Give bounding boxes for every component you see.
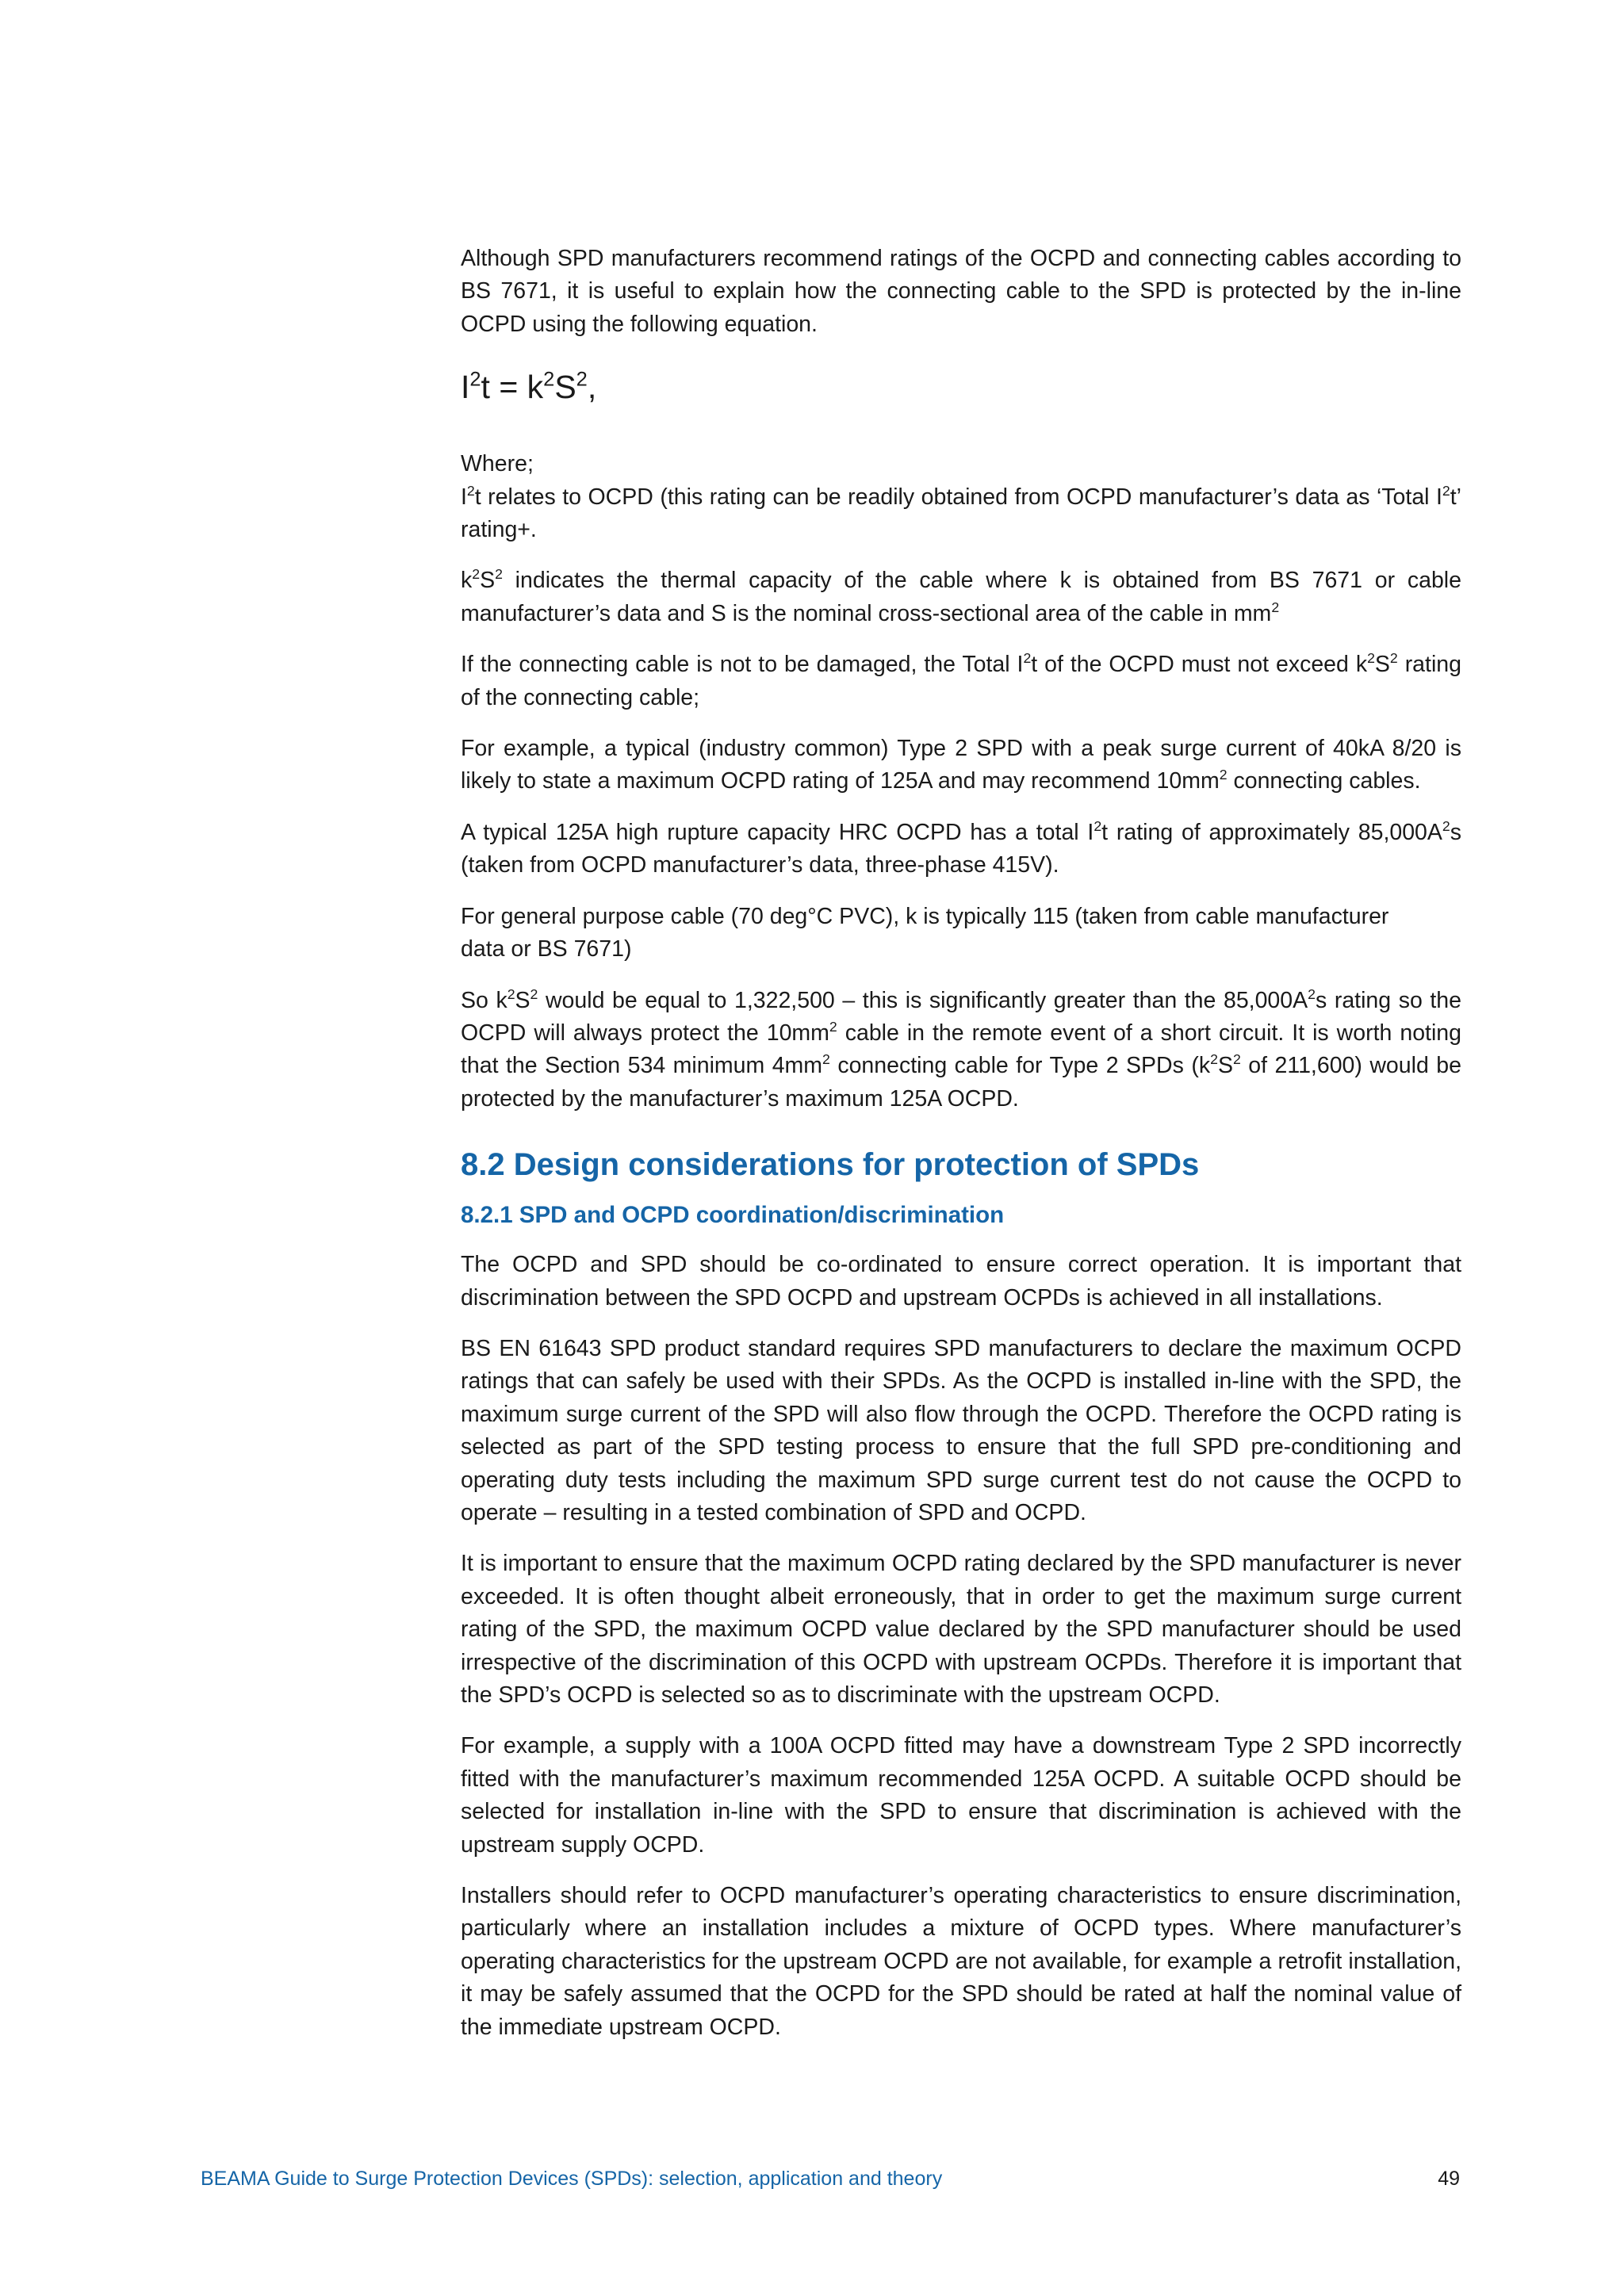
superscript: 2 [530,985,538,1002]
superscript: 2 [1219,767,1228,783]
eq-superscript: 2 [543,368,555,391]
standard-paragraph: BS EN 61643 SPD product standard requires SPD manufacturers to declare the maximum OCPD ratings that can safely be used with their SPDs. As the OCPD is installed in-line with the SPD, the maximum surge current of the SPD will also flow through the OCPD. Therefore the OCPD rating is selected as part of the SPD testing process to ensure that the full SPD pre-conditioning and operating duty tests including the maximum SPD surge current test do not cause the OCPD to operate – resulting in a tested combination of SPD and OCPD. [461,1335,1461,1525]
text-run: I [461,484,467,510]
superscript: 2 [829,1018,837,1035]
max-rating-paragraph: It is important to ensure that the maximum OCPD rating declared by the SPD manufacturer is never exceeded. It is often thought albeit erroneously, that in order to get the maximum surge current rating of the SPD, the maximum OCPD value declared by the SPD manufacturer should be used irrespective of the discrimination of this OCPD with upstream OCPDs. Therefore it is important that the SPD’s OCPD is selected so as to discriminate with the upstream OCPD. [461,1551,1461,1708]
text-run: If the connecting cable is not to be damaged, the Total I [461,652,1024,678]
page-footer [201,2166,1460,2191]
superscript: 2 [822,1051,830,1068]
superscript: 2 [495,566,503,583]
text-run: S [515,987,530,1013]
superscript: 2 [1367,650,1375,667]
subsection-heading: 8.2.1 SPD and OCPD coordination/discrimination [461,1202,1005,1229]
text-run: would be equal to 1,322,500 – this is significantly greater than the 85,000A [538,987,1308,1013]
text-run: cable in the remote event of a short circuit. It is worth noting that the Section 534 minimum 4mm [461,1020,1461,1079]
text-run: A typical 125A high rupture capacity HRC OCPD has a total I [461,819,1094,845]
text-run: For general purpose cable (70 deg°C PVC), k is typically 115 (taken from cable manufacturer [461,903,1389,929]
superscript: 2 [1442,817,1450,834]
text-run: S [480,568,496,594]
text-run: k [461,568,473,594]
eq-part: S [554,369,576,406]
i2t-equation [461,367,1461,407]
page-content [461,243,1461,2062]
cable-paragraph [461,901,1461,966]
superscript: 2 [1094,817,1102,834]
example-paragraph [461,733,1461,798]
superscript: 2 [1023,650,1032,667]
text-run: S [1217,1053,1233,1079]
eq-part: I [461,369,470,406]
text-run: of 211,600) would be protected by the manufacturer’s maximum 125A OCPD. [461,1053,1461,1112]
text-run: indicates the thermal capacity of the cable where k is obtained from BS 7671 or cable manufacturer’s data and S is the nominal cross-sectional area of the cable in mm [461,568,1461,626]
superscript: 2 [466,482,475,499]
superscript: 2 [1210,1051,1218,1068]
text-run: s (taken from OCPD manufacturer’s data, three-phase 415V). [461,819,1461,878]
text-run: s rating so the OCPD will always protect the 10mm [461,987,1462,1046]
i2t-definition [461,481,1461,547]
text-run: rating of the connecting cable; [461,652,1461,710]
hrc-paragraph [461,817,1461,882]
superscript: 2 [1389,650,1398,667]
section-heading: 8.2 Design considerations for protection of SPDs [461,1147,1200,1183]
text-run: data or BS 7671) [461,936,632,962]
text-run: connecting cables. [1227,768,1421,794]
where-label: Where; [461,451,534,477]
text-run: So k [461,987,508,1013]
superscript: 2 [1308,985,1316,1002]
page-number: 49 [1438,2168,1460,2190]
text-run: t rating of approximately 85,000A [1101,819,1442,845]
text-run: For example, a typical (industry common) Type 2 SPD with a peak surge current of 40kA 8/20 is likely to state a maximum OCPD rating of 125A and may recommend 10mm [461,736,1461,794]
eq-superscript: 2 [576,368,588,391]
so-paragraph [461,985,1461,1116]
text-run: connecting cable for Type 2 SPDs (k [829,1053,1211,1079]
superscript: 2 [507,985,515,1002]
k2s2-definition [461,564,1461,630]
damage-paragraph [461,649,1461,714]
superscript: 2 [1232,1051,1241,1068]
text-run: t’ rating+. [461,484,1461,543]
superscript: 2 [1271,599,1280,615]
text-run: S [1374,652,1390,678]
eq-superscript: 2 [469,368,481,391]
supply-example-paragraph: For example, a supply with a 100A OCPD fitted may have a downstream Type 2 SPD incorrectly fitted with the manufacturer’s maximum recommended 125A OCPD. A suitable OCPD should be selected for installation in-line with the SPD to ensure that discrimination is achieved with the upstream supply OCPD. [461,1733,1461,1858]
installers-paragraph: Installers should refer to OCPD manufacturer’s operating characteristics to ensure discrimination, particularly where an installation includes a mixture of OCPD types. Where manufacturer’s operating characteristics for the upstream OCPD are not available, for example a retrofit installation, it may be safely assumed that the OCPD for the SPD should be rated at half the nominal value of the immediate upstream OCPD. [461,1883,1461,2040]
superscript: 2 [1442,482,1450,499]
eq-part: , [587,369,597,406]
text-run: t relates to OCPD (this rating can be readily obtained from OCPD manufacturer’s data as ‘Total I [474,484,1442,510]
intro-paragraph: Although SPD manufacturers recommend ratings of the OCPD and connecting cables according to BS 7671, it is useful to explain how the connecting cable to the SPD is protected by the in-line OCPD using the following equation. [461,246,1461,337]
superscript: 2 [472,566,481,583]
footer-title: BEAMA Guide to Surge Protection Devices (SPDs): selection, application and theory [201,2168,943,2190]
coordination-paragraph: The OCPD and SPD should be co-ordinated to ensure correct operation. It is important that discrimination between the SPD OCPD and upstream OCPDs is achieved in all installations. [461,1252,1461,1311]
eq-part: t = k [481,369,544,406]
text-run: t of the OCPD must not exceed k [1031,652,1368,678]
